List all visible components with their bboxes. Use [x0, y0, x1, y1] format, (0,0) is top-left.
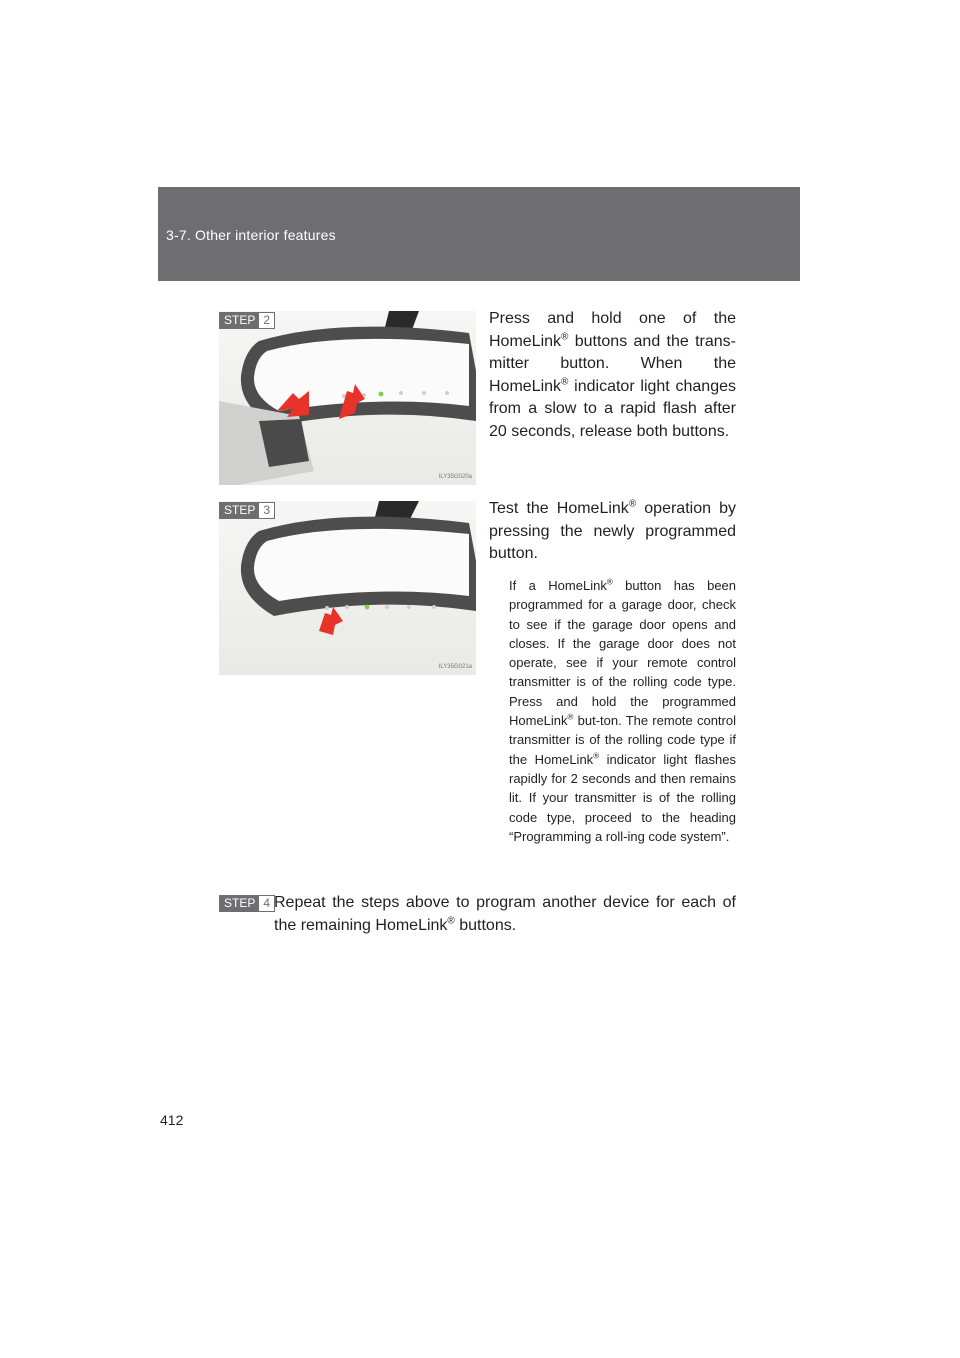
step-2-badge: STEP 2 — [219, 312, 275, 329]
figure-step-3-mirror — [219, 501, 476, 675]
section-header-band — [158, 187, 800, 281]
mirror-illustration — [219, 501, 476, 675]
mirror-glass — [254, 529, 469, 601]
step-3-badge: STEP 3 — [219, 502, 275, 519]
mirror-button-3 — [385, 605, 389, 609]
page-number: 412 — [160, 1112, 184, 1128]
arrow-mirror-button-icon — [319, 607, 343, 635]
step-4-text: Repeat the steps above to program another device for each of the remaining HomeLink® buttons. — [274, 894, 736, 934]
mirror-with-remote-illustration — [219, 311, 476, 485]
indicator-light — [365, 605, 370, 610]
section-title: 3-7. Other interior features — [166, 227, 336, 243]
mirror-button-4 — [407, 605, 411, 609]
step-3-text: Test the HomeLink® operation by pressing the newly programmed button. — [489, 498, 736, 563]
figure-code: ILY35G020a — [438, 474, 472, 480]
step-3-note: If a HomeLink® button has been programmed for a garage door, check to see if the garage door opens and closes. If the garage door does not operate, see if your remote control transmitter is of the rolling code type. Press and hold the programmed HomeLink® but-ton. The remote control transmitter is of the rolling code type if the HomeLink® indicator light flashes rapidly for 2 seconds and then remains lit. If your transmitter is of the rolling code type, proceed to the heading “Programming a roll-ing code system”. — [509, 577, 737, 844]
figure-step-2-mirror-remote — [219, 311, 476, 485]
step-2-text: Press and hold one of the HomeLink® buttons and the trans-mitter button. When the HomeLink® indicator light changes from a slow to a rapid flash after 20 seconds, release both buttons. — [489, 310, 736, 440]
mirror-button-2 — [345, 605, 349, 609]
mirror-button-5 — [432, 605, 436, 609]
mirror-button-3 — [399, 391, 403, 395]
mirror-button-5 — [445, 391, 449, 395]
mirror-button-4 — [422, 391, 426, 395]
indicator-light — [379, 392, 384, 397]
step-4-badge: STEP 4 — [219, 895, 275, 912]
mirror-button-1 — [325, 606, 329, 610]
figure-code: ILY35G021a — [438, 664, 472, 670]
